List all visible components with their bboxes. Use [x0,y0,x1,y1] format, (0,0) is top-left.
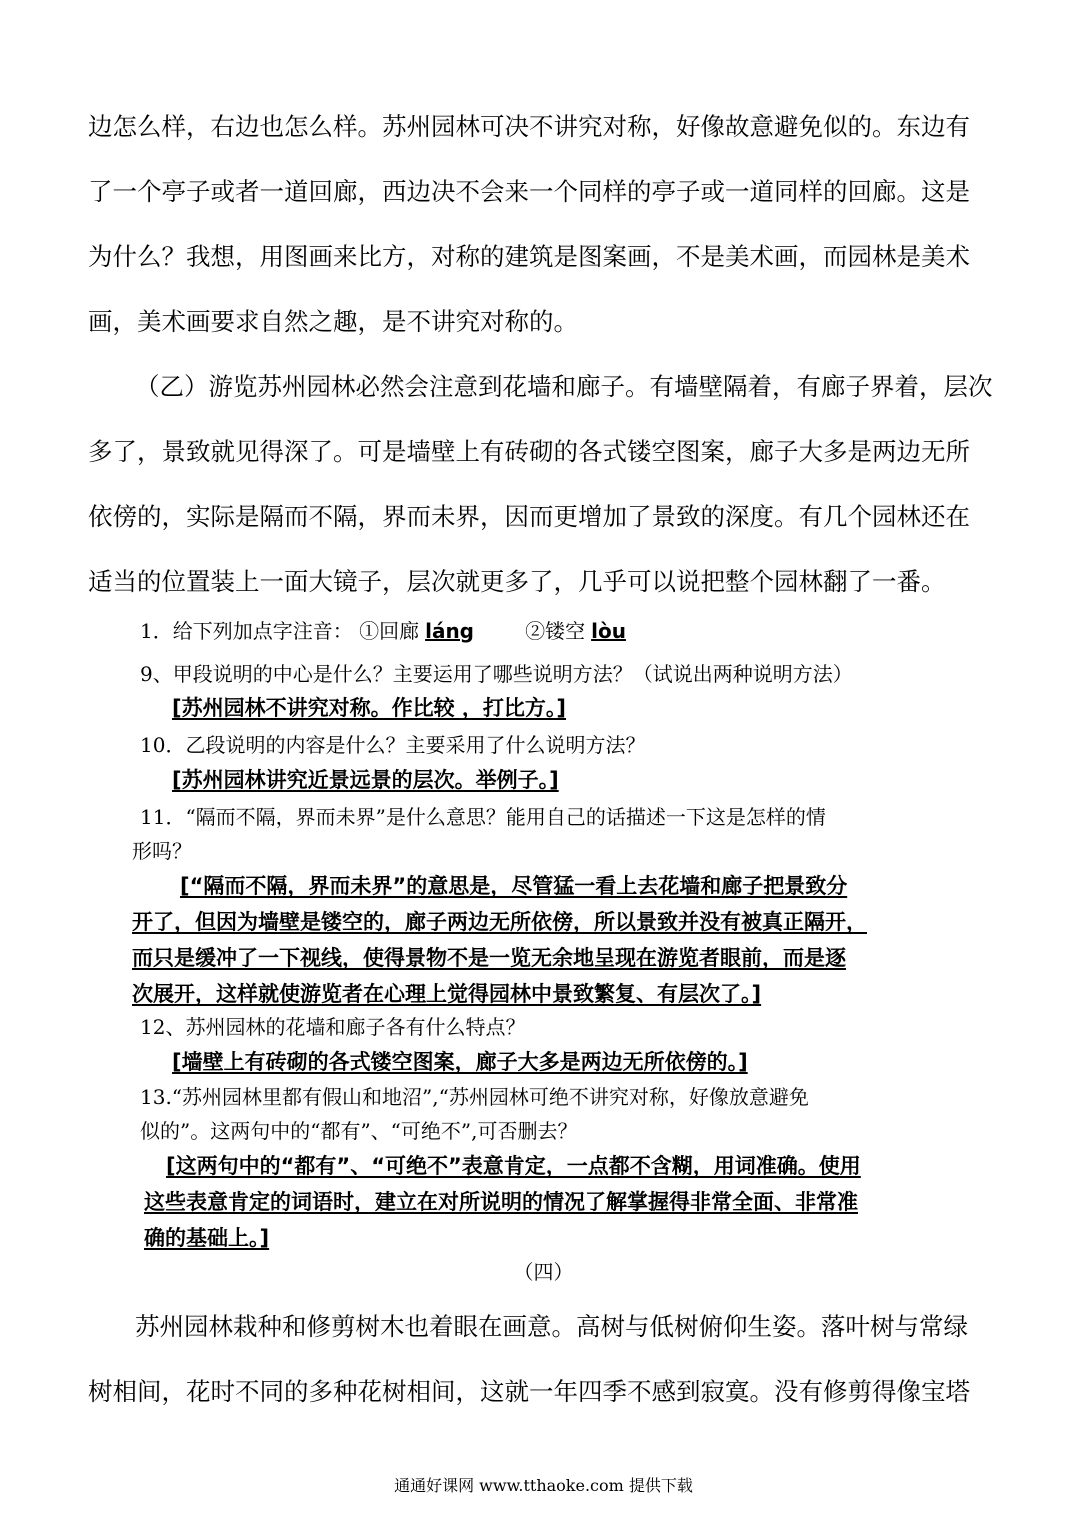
passage-line: 边怎么样，右边也怎么样。苏州园林可决不讲究对称，好像故意避免似的。东边有 [88,112,970,141]
passage-line: 多了，景致就见得深了。可是墙壁上有砖砌的各式镂空图案，廊子大多是两边无所 [88,437,970,466]
question-13-line: 13.“苏州园林里都有假山和地沼”,“苏州园林可绝不讲究对称，好像放意避免 [140,1085,809,1109]
answer-11-line: 而只是缓冲了一下视线，使得景物不是一览无余地呈现在游览者眼前，而是逐 [132,946,846,970]
passage-line: 适当的位置装上一面大镜子，层次就更多了，几乎可以说把整个园林翻了一番。 [88,567,946,596]
answer-13-line: [这两句中的“都有”、“可绝不”表意肯定，一点都不含糊，用词准确。使用 [166,1154,861,1178]
question-11-line: 11．“隔而不隔，界而未界”是什么意思？能用自己的话描述一下这是怎样的情 [140,805,826,829]
question-11-line: 形吗？ [132,839,192,863]
question-1-mid: ②镂空 [525,619,586,643]
answer-11-line: 开了，但因为墙壁是镂空的，廊子两边无所依傍，所以景致并没有被真正隔开， [132,910,867,934]
passage-line: 为什么？我想，用图画来比方，对称的建筑是图案画，不是美术画，而园林是美术 [88,242,970,271]
page-footer: 通通好课网 www.tthaoke.com 提供下载 [394,1476,693,1495]
answer-11-line: 次展开，这样就使游览者在心理上觉得园林中景致繁复、有层次了。] [132,982,762,1006]
question-1-text: 1．给下列加点字注音： ①回廊 [140,619,420,643]
question-1 [140,616,639,646]
answer-9: [苏州园林不讲究对称。作比较 ，打比方。] [172,696,567,720]
question-13-line: 似的”。这两句中的“都有”、“可绝不”,可否删去？ [140,1119,578,1143]
answer-13-line: 确的基础上。] [144,1226,270,1250]
passage-line: （乙）游览苏州园林必然会注意到花墙和廊子。有墙壁隔着，有廊子界着，层次 [135,372,993,401]
pinyin-answer-1: láng [425,619,474,643]
section-heading: （四） [513,1260,574,1284]
passage-line: 画，美术画要求自然之趣，是不讲究对称的。 [88,307,578,336]
answer-11-line: [“隔而不隔，界而未界”的意思是，尽管猛一看上去花墙和廊子把景致分 [180,874,848,898]
passage-line: 树相间，花时不同的多种花树相间，这就一年四季不感到寂寞。没有修剪得像宝塔 [88,1377,970,1406]
answer-13-line: 这些表意肯定的词语时，建立在对所说明的情况了解掌握得非常全面、非常准 [144,1190,858,1214]
passage-line: 苏州园林栽种和修剪树木也着眼在画意。高树与低树俯仰生姿。落叶树与常绿 [135,1312,968,1341]
question-10: 10．乙段说明的内容是什么？主要采用了什么说明方法？ [140,733,646,757]
answer-12: [墙壁上有砖砌的各式镂空图案，廊子大多是两边无所依傍的。] [172,1050,748,1074]
question-12: 12、苏州园林的花墙和廊子各有什么特点？ [140,1015,526,1039]
passage-line: 了一个亭子或者一道回廊，西边决不会来一个同样的亭子或一道同样的回廊。这是 [88,177,970,206]
question-9: 9、甲段说明的中心是什么？主要运用了哪些说明方法？（试说出两种说明方法） [140,662,853,686]
passage-line: 依傍的，实际是隔而不隔，界而未界，因而更增加了景致的深度。有几个园林还在 [88,502,970,531]
answer-10: [苏州园林讲究近景远景的层次。举例子。] [172,768,559,792]
pinyin-answer-2: lòu [591,619,626,643]
